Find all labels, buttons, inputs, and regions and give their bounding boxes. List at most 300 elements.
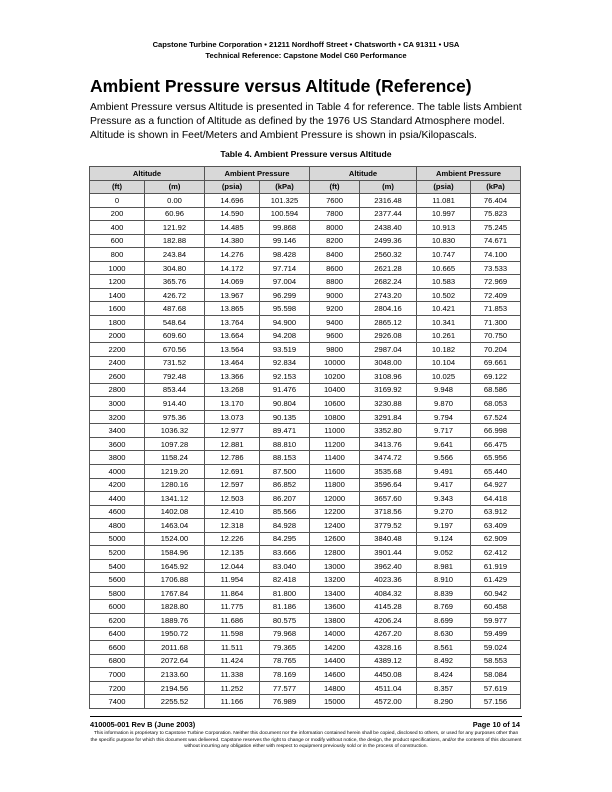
- table-cell: 10.421: [417, 302, 471, 316]
- table-cell: 76.404: [471, 194, 521, 208]
- table-row: [90, 194, 521, 208]
- table-cell: 853.44: [145, 383, 205, 397]
- table-cell: 3535.68: [360, 464, 417, 478]
- table-cell: 57.619: [471, 681, 521, 695]
- table-cell: 88.810: [260, 437, 310, 451]
- table-cell: 8.357: [417, 681, 471, 695]
- table-row: [90, 329, 521, 343]
- table-cell: 2316.48: [360, 194, 417, 208]
- table-cell: 63.409: [471, 519, 521, 533]
- table-cell: 14.276: [205, 248, 260, 262]
- table-cell: 1000: [90, 261, 145, 275]
- table-cell: 13.564: [205, 343, 260, 357]
- table-cell: 70.204: [471, 343, 521, 357]
- table-cell: 59.977: [471, 614, 521, 628]
- table-cell: 60.96: [145, 207, 205, 221]
- table-cell: 72.409: [471, 288, 521, 302]
- table-cell: 4206.24: [360, 614, 417, 628]
- table-row: [90, 546, 521, 560]
- table-cell: 83.040: [260, 559, 310, 573]
- page-number: Page 10 of 14: [472, 720, 520, 729]
- table-cell: 11.424: [205, 654, 260, 668]
- table-cell: 4023.36: [360, 573, 417, 587]
- table-cell: 97.004: [260, 275, 310, 289]
- table-cell: 9.197: [417, 519, 471, 533]
- table-row: [90, 695, 521, 709]
- table-cell: 975.36: [145, 410, 205, 424]
- table-cell: 11.864: [205, 586, 260, 600]
- table-cell: 2560.32: [360, 248, 417, 262]
- table-cell: 3230.88: [360, 397, 417, 411]
- table-cell: 9.124: [417, 532, 471, 546]
- table-cell: 7800: [310, 207, 360, 221]
- table-cell: 3352.80: [360, 424, 417, 438]
- table-cell: 69.122: [471, 370, 521, 384]
- table-cell: 8.699: [417, 614, 471, 628]
- table-cell: 11000: [310, 424, 360, 438]
- table-row: [90, 437, 521, 451]
- table-cell: 82.418: [260, 573, 310, 587]
- group-header-pressure-right: Ambient Pressure: [417, 167, 521, 181]
- table-cell: 14600: [310, 668, 360, 682]
- table-cell: 11.081: [417, 194, 471, 208]
- table-row: [90, 302, 521, 316]
- table-cell: 2133.60: [145, 668, 205, 682]
- table-cell: 400: [90, 221, 145, 235]
- table-row: [90, 641, 521, 655]
- table-cell: 9.566: [417, 451, 471, 465]
- table-cell: 12.597: [205, 478, 260, 492]
- table-cell: 8.424: [417, 668, 471, 682]
- table-cell: 10800: [310, 410, 360, 424]
- table-cell: 3657.60: [360, 492, 417, 506]
- table-cell: 12000: [310, 492, 360, 506]
- intro-paragraph: Ambient Pressure versus Altitude is presented in Table 4 for reference. The table lists Ambient Pressure as a function of Altitude as defined by the 1976 US Standard Atmosphere model. Altitude is shown in Feet/Meters and Ambient Pressure is shown in psia/Kilopascals.: [90, 102, 522, 141]
- table-cell: 10600: [310, 397, 360, 411]
- table-cell: 200: [90, 207, 145, 221]
- table-cell: 13800: [310, 614, 360, 628]
- table-cell: 3779.52: [360, 519, 417, 533]
- table-cell: 4084.32: [360, 586, 417, 600]
- table-cell: 1767.84: [145, 586, 205, 600]
- table-row: [90, 614, 521, 628]
- table-cell: 13.268: [205, 383, 260, 397]
- table-cell: 7000: [90, 668, 145, 682]
- table-cell: 8.630: [417, 627, 471, 641]
- table-cell: 3600: [90, 437, 145, 451]
- table-cell: 9200: [310, 302, 360, 316]
- table-cell: 64.418: [471, 492, 521, 506]
- table-cell: 5800: [90, 586, 145, 600]
- table-row: [90, 654, 521, 668]
- table-cell: 792.48: [145, 370, 205, 384]
- table-cell: 0: [90, 194, 145, 208]
- table-cell: 9.343: [417, 492, 471, 506]
- table-cell: 9.270: [417, 505, 471, 519]
- table-cell: 11.775: [205, 600, 260, 614]
- table-cell: 72.969: [471, 275, 521, 289]
- table-cell: 7400: [90, 695, 145, 709]
- table-cell: 9.870: [417, 397, 471, 411]
- table-cell: 11200: [310, 437, 360, 451]
- table-cell: 1097.28: [145, 437, 205, 451]
- table-cell: 86.207: [260, 492, 310, 506]
- table-cell: 1463.04: [145, 519, 205, 533]
- table-cell: 65.956: [471, 451, 521, 465]
- table-row: [90, 343, 521, 357]
- table-cell: 8.981: [417, 559, 471, 573]
- table-cell: 80.575: [260, 614, 310, 628]
- table-row: [90, 478, 521, 492]
- table-cell: 1800: [90, 315, 145, 329]
- table-cell: 10.104: [417, 356, 471, 370]
- table-cell: 100.594: [260, 207, 310, 221]
- table-cell: 96.299: [260, 288, 310, 302]
- table-cell: 3901.44: [360, 546, 417, 560]
- table-cell: 1889.76: [145, 614, 205, 628]
- table-cell: 5200: [90, 546, 145, 560]
- table-cell: 8800: [310, 275, 360, 289]
- table-cell: 304.80: [145, 261, 205, 275]
- table-cell: 609.60: [145, 329, 205, 343]
- unit-header: (psia): [205, 180, 260, 194]
- table-cell: 9600: [310, 329, 360, 343]
- table-row: [90, 668, 521, 682]
- table-cell: 3413.76: [360, 437, 417, 451]
- table-cell: 1341.12: [145, 492, 205, 506]
- table-cell: 77.577: [260, 681, 310, 695]
- page-title: Ambient Pressure versus Altitude (Reference): [90, 76, 472, 96]
- table-cell: 243.84: [145, 248, 205, 262]
- table-cell: 1200: [90, 275, 145, 289]
- unit-header: (ft): [310, 180, 360, 194]
- table-row: [90, 464, 521, 478]
- table-cell: 73.533: [471, 261, 521, 275]
- table-cell: 8000: [310, 221, 360, 235]
- table-cell: 58.553: [471, 654, 521, 668]
- table-cell: 10200: [310, 370, 360, 384]
- table-row: [90, 207, 521, 221]
- table-cell: 3400: [90, 424, 145, 438]
- table-cell: 4511.04: [360, 681, 417, 695]
- table-cell: 2000: [90, 329, 145, 343]
- unit-header: (psia): [417, 180, 471, 194]
- table-cell: 10400: [310, 383, 360, 397]
- table-cell: 6400: [90, 627, 145, 641]
- table-cell: 11.954: [205, 573, 260, 587]
- table-cell: 94.208: [260, 329, 310, 343]
- table-cell: 78.765: [260, 654, 310, 668]
- table-cell: 800: [90, 248, 145, 262]
- unit-header-row: [90, 180, 521, 194]
- table-cell: 7600: [310, 194, 360, 208]
- table-cell: 6000: [90, 600, 145, 614]
- unit-header: (ft): [90, 180, 145, 194]
- table-cell: 2800: [90, 383, 145, 397]
- table-cell: 14000: [310, 627, 360, 641]
- table-cell: 1036.32: [145, 424, 205, 438]
- table-caption: Table 4. Ambient Pressure versus Altitude: [220, 149, 392, 159]
- table-cell: 11800: [310, 478, 360, 492]
- table-cell: 95.598: [260, 302, 310, 316]
- table-cell: 15000: [310, 695, 360, 709]
- table-cell: 4389.12: [360, 654, 417, 668]
- table-cell: 9000: [310, 288, 360, 302]
- table-cell: 5000: [90, 532, 145, 546]
- table-cell: 2072.64: [145, 654, 205, 668]
- table-cell: 5400: [90, 559, 145, 573]
- table-row: [90, 451, 521, 465]
- table-cell: 79.365: [260, 641, 310, 655]
- table-row: [90, 275, 521, 289]
- table-cell: 14200: [310, 641, 360, 655]
- table-cell: 8200: [310, 234, 360, 248]
- table-cell: 13.366: [205, 370, 260, 384]
- table-cell: 12.226: [205, 532, 260, 546]
- table-cell: 2682.24: [360, 275, 417, 289]
- table-row: [90, 492, 521, 506]
- table-row: [90, 573, 521, 587]
- table-cell: 13.170: [205, 397, 260, 411]
- table-cell: 548.64: [145, 315, 205, 329]
- table-cell: 2255.52: [145, 695, 205, 709]
- table-cell: 12.786: [205, 451, 260, 465]
- table-cell: 99.146: [260, 234, 310, 248]
- table-cell: 12600: [310, 532, 360, 546]
- table-cell: 64.927: [471, 478, 521, 492]
- table-cell: 68.053: [471, 397, 521, 411]
- table-cell: 10.830: [417, 234, 471, 248]
- table-row: [90, 519, 521, 533]
- table-cell: 84.295: [260, 532, 310, 546]
- table-cell: 2743.20: [360, 288, 417, 302]
- table-cell: 84.928: [260, 519, 310, 533]
- table-cell: 10000: [310, 356, 360, 370]
- table-cell: 3108.96: [360, 370, 417, 384]
- table-cell: 94.900: [260, 315, 310, 329]
- group-header-altitude-left: Altitude: [90, 167, 205, 181]
- table-cell: 10.341: [417, 315, 471, 329]
- table-cell: 2194.56: [145, 681, 205, 695]
- unit-header: (m): [145, 180, 205, 194]
- table-cell: 78.169: [260, 668, 310, 682]
- table-cell: 2600: [90, 370, 145, 384]
- unit-header: (kPa): [471, 180, 521, 194]
- table-cell: 2011.68: [145, 641, 205, 655]
- table-cell: 10.502: [417, 288, 471, 302]
- table-cell: 8.769: [417, 600, 471, 614]
- table-cell: 14.590: [205, 207, 260, 221]
- table-cell: 11.686: [205, 614, 260, 628]
- table-cell: 2987.04: [360, 343, 417, 357]
- table-cell: 6200: [90, 614, 145, 628]
- table-cell: 10.665: [417, 261, 471, 275]
- unit-header: (m): [360, 180, 417, 194]
- table-row: [90, 397, 521, 411]
- table-row: [90, 586, 521, 600]
- table-cell: 2499.36: [360, 234, 417, 248]
- table-cell: 92.153: [260, 370, 310, 384]
- table-cell: 914.40: [145, 397, 205, 411]
- table-cell: 1402.08: [145, 505, 205, 519]
- table-cell: 3200: [90, 410, 145, 424]
- table-cell: 99.868: [260, 221, 310, 235]
- table-cell: 4800: [90, 519, 145, 533]
- table-cell: 14.069: [205, 275, 260, 289]
- table-cell: 76.989: [260, 695, 310, 709]
- table-cell: 3800: [90, 451, 145, 465]
- group-header-pressure-left: Ambient Pressure: [205, 167, 310, 181]
- page-header: [0, 39, 612, 61]
- table-cell: 2438.40: [360, 221, 417, 235]
- table-cell: 13600: [310, 600, 360, 614]
- table-cell: 487.68: [145, 302, 205, 316]
- table-cell: 12.977: [205, 424, 260, 438]
- table-row: [90, 600, 521, 614]
- table-cell: 75.245: [471, 221, 521, 235]
- table-cell: 86.852: [260, 478, 310, 492]
- table-row: [90, 288, 521, 302]
- table-cell: 8.910: [417, 573, 471, 587]
- table-cell: 89.471: [260, 424, 310, 438]
- table-row: [90, 370, 521, 384]
- table-cell: 68.586: [471, 383, 521, 397]
- table-cell: 4200: [90, 478, 145, 492]
- table-row: [90, 383, 521, 397]
- table-cell: 600: [90, 234, 145, 248]
- table-cell: 11.511: [205, 641, 260, 655]
- table-cell: 4600: [90, 505, 145, 519]
- table-cell: 58.084: [471, 668, 521, 682]
- table-row: [90, 681, 521, 695]
- table-cell: 12800: [310, 546, 360, 560]
- table-cell: 4450.08: [360, 668, 417, 682]
- table-cell: 9.417: [417, 478, 471, 492]
- table-row: [90, 505, 521, 519]
- table-cell: 4400: [90, 492, 145, 506]
- table-cell: 88.153: [260, 451, 310, 465]
- table-cell: 9400: [310, 315, 360, 329]
- table-cell: 13200: [310, 573, 360, 587]
- table-cell: 1524.00: [145, 532, 205, 546]
- table-cell: 74.100: [471, 248, 521, 262]
- table-cell: 75.823: [471, 207, 521, 221]
- table-cell: 3048.00: [360, 356, 417, 370]
- table-row: [90, 248, 521, 262]
- table-cell: 2804.16: [360, 302, 417, 316]
- table-cell: 69.661: [471, 356, 521, 370]
- table-cell: 13000: [310, 559, 360, 573]
- table-cell: 81.800: [260, 586, 310, 600]
- table-cell: 13.073: [205, 410, 260, 424]
- table-cell: 12.881: [205, 437, 260, 451]
- table-cell: 8.561: [417, 641, 471, 655]
- table-cell: 3000: [90, 397, 145, 411]
- table-cell: 1645.92: [145, 559, 205, 573]
- table-cell: 63.912: [471, 505, 521, 519]
- table-cell: 10.997: [417, 207, 471, 221]
- table-cell: 13.764: [205, 315, 260, 329]
- table-cell: 1706.88: [145, 573, 205, 587]
- table-cell: 3718.56: [360, 505, 417, 519]
- table-cell: 12.318: [205, 519, 260, 533]
- table-cell: 731.52: [145, 356, 205, 370]
- table-cell: 59.024: [471, 641, 521, 655]
- table-cell: 74.671: [471, 234, 521, 248]
- table-cell: 3962.40: [360, 559, 417, 573]
- table-cell: 1280.16: [145, 478, 205, 492]
- table-cell: 12400: [310, 519, 360, 533]
- table-cell: 2400: [90, 356, 145, 370]
- table-cell: 4000: [90, 464, 145, 478]
- table-cell: 8600: [310, 261, 360, 275]
- table-cell: 14.172: [205, 261, 260, 275]
- table-cell: 1400: [90, 288, 145, 302]
- table-row: [90, 221, 521, 235]
- table-cell: 83.666: [260, 546, 310, 560]
- table-cell: 9.641: [417, 437, 471, 451]
- table-cell: 90.135: [260, 410, 310, 424]
- proprietary-disclaimer: This information is proprietary to Capstone Turbine Corporation. Neither this document nor the information contained herein shall be copied, disclosed to others, or used for any purposes other than the specific purpose for which this document was delivered. Capstone reserves the right to change or modify without notice, the design, the product specifications, and/or the contents of this document without incurring any obligation either with respect to equipment previously sold or in the process of construction.: [90, 731, 522, 750]
- table-cell: 57.156: [471, 695, 521, 709]
- table-cell: 91.476: [260, 383, 310, 397]
- document-id: 410005-001 Rev B (June 2003): [90, 720, 196, 729]
- table-cell: 4328.16: [360, 641, 417, 655]
- table-row: [90, 424, 521, 438]
- table-cell: 66.475: [471, 437, 521, 451]
- table-cell: 3596.64: [360, 478, 417, 492]
- table-cell: 11.252: [205, 681, 260, 695]
- header-reference: Technical Reference: Capstone Model C60 Performance: [205, 51, 407, 60]
- table-cell: 670.56: [145, 343, 205, 357]
- table-cell: 79.968: [260, 627, 310, 641]
- table-cell: 1158.24: [145, 451, 205, 465]
- table-cell: 93.519: [260, 343, 310, 357]
- table-cell: 10.747: [417, 248, 471, 262]
- group-header-row: [90, 167, 521, 181]
- table-cell: 9.052: [417, 546, 471, 560]
- table-cell: 4572.00: [360, 695, 417, 709]
- table-cell: 14.696: [205, 194, 260, 208]
- table-cell: 14400: [310, 654, 360, 668]
- table-cell: 65.440: [471, 464, 521, 478]
- table-cell: 98.428: [260, 248, 310, 262]
- table-cell: 1219.20: [145, 464, 205, 478]
- table-cell: 1600: [90, 302, 145, 316]
- table-cell: 12.135: [205, 546, 260, 560]
- table-cell: 66.998: [471, 424, 521, 438]
- table-cell: 12.044: [205, 559, 260, 573]
- table-cell: 13400: [310, 586, 360, 600]
- table-cell: 14800: [310, 681, 360, 695]
- table-cell: 81.186: [260, 600, 310, 614]
- table-cell: 1950.72: [145, 627, 205, 641]
- table-cell: 61.919: [471, 559, 521, 573]
- table-cell: 13.865: [205, 302, 260, 316]
- table-cell: 11.166: [205, 695, 260, 709]
- table-cell: 11.598: [205, 627, 260, 641]
- table-row: [90, 559, 521, 573]
- table-cell: 5600: [90, 573, 145, 587]
- table-cell: 8.839: [417, 586, 471, 600]
- table-cell: 10.025: [417, 370, 471, 384]
- footer-divider: [90, 716, 522, 717]
- table-cell: 9.717: [417, 424, 471, 438]
- table-row: [90, 234, 521, 248]
- table-cell: 4145.28: [360, 600, 417, 614]
- table-cell: 61.429: [471, 573, 521, 587]
- table-cell: 2865.12: [360, 315, 417, 329]
